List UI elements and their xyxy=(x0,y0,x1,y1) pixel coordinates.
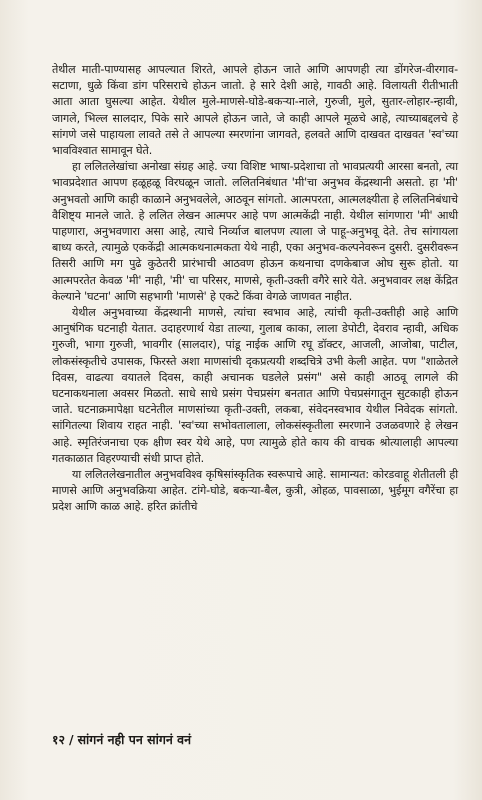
paragraph-4: या ललितलेखनातील अनुभवविश्व कृषिसांस्कृतिक स्वरूपाचे आहे. सामान्यत: कोरडवाहू शेतीतली ही माणसे आणि अनुभवक्रिया आहेत. टांगे-घोडे, बकऱ्या-बैल, कुत्री, ओहळ, पावसाळा, भुईमूग वगैरेंचा हा प्रदेश आणि काळ आहे. हरित क्रांतीचे xyxy=(52,468,458,514)
paragraph-3: येथील अनुभवाच्या केंद्रस्थानी माणसे, त्यांचा स्वभाव आहे, त्यांची कृती-उक्तीही आहे आणि आनुषंगिक घटनाही येतात. उदाहरणार्थ येडा ताल्या, गुलाब काका, लाला डेपोटी, देवराव न्हावी, अधिक गुरुजी, भागा गुरुजी, भावगीर (सालदार), पांडू नाईक आणि रघू डॉक्टर, आजली, आजोबा, पाटील, लोकसंस्कृतीचे उपासक, फिरस्ते अशा माणसांची दृकप्रत्ययी शब्दचित्रे उभी केली आहेत. पण "शाळेतले दिवस, वाढत्या वयातले दिवस, काही अचानक घडलेले प्रसंग" असे काही आठवू लागले की घटनाकथनाला अवसर मिळतो. साधे साधे प्रसंग पेचप्रसंग बनतात आणि पेचप्रसंगातून सुटकाही होऊन जाते. घटनाक्रमापेक्षा घटनेतील माणसांच्या कृती-उक्ती, लकबा, संवेदनस्वभाव येथील निवेदक सांगतो. सांगितल्या शिवाय राहत नाही. 'स्व'च्या सभोवतालाला, लोकसंस्कृतीला स्मरणाने उजळवणारे हे लेखन आहे. स्मृतिरंजनाचा एक क्षीण स्वर येथे आहे, पण त्यामुळे होते काय की वाचक श्रोत्यालाही आपल्या गतकाळात विहरण्याची संधी प्राप्त होते. xyxy=(52,306,458,465)
footer-separator: / xyxy=(69,732,74,747)
page-number: १२ xyxy=(52,732,66,747)
paragraph-2: हा ललितलेखांचा अनोखा संग्रह आहे. ज्या विशिष्ट भाषा-प्रदेशाचा तो भावप्रत्ययी आरसा बनतो, त्या भावप्रदेशात आपण हळूहळू विरघळून जातो. ललितनिबंधात 'मी'चा अनुभव केंद्रस्थानी असतो. हा 'मी' अनुभवतो आणि काही काळाने अनुभवलेले, आठवून सांगतो. आत्मपरता, आत्मलक्ष्यीता हे ललितनिबंधाचे वैशिष्ट्य मानले जाते. हे ललित लेखन आत्मपर आहे पण आत्मकेंद्री नाही. येथील सांगणारा 'मी' आधी पाहणारा, अनुभवणारा असा आहे, त्याचे निर्व्याज बालपण त्याला जे पाहू-अनुभवू देते. तेच सांगायला बाध्य करते, त्यामुळे एककेंद्री आत्मकथनात्मकता येथे नाही, एका अनुभव-कल्पनेवरून दुसरी. दुसरीवरून तिसरी आणि मग पुढे कुठेतरी प्रारंभाची आठवण होऊन कथनाचा दणकेबाज ओघ सुरू होतो. या आत्मपरतेत केवळ 'मी' नाही, 'मी' चा परिसर, माणसे, कृती-उक्ती वगैरे सारे येते. अनुभवावर लक्ष केंद्रित केल्याने 'घटना' आणि सहभागी 'माणसे' हे एकटे किंवा वेगळे जाणवत नाहीत. xyxy=(52,160,458,303)
paragraph-1: तेथील माती-पाण्यासह आपल्यात शिरते, आपले होऊन जाते आणि आपणही त्या डोंगरेज-वीरगाव-सटाणा, धुळे किंवा डांग परिसराचे होऊन जातो. हे सारे देशी आहे, गावठी आहे. विलायती रीतीभाती आता आता घुसल्या आहेत. येथील मुले-माणसे-घोडे-बकऱ्या-नाले, गुरुजी, मुले, सुतार-लोहार-न्हावी, जागले, भिल्ल सालदार, पिके सारे आपले होऊन जाते, जे काही आपले मूळचे आहे, त्याच्याबद्दलचे हे सांगणे जसे पाहायला लावते तसे ते आपल्या स्मरणांना जागवते, हलवते आणि दाखवत दाखवत 'स्व'च्या भावविश्वात सामावून घेते. xyxy=(52,63,458,158)
body-text xyxy=(52,62,458,516)
book-title: सांगनं नही पन सांगनं वनं xyxy=(77,732,192,747)
page-footer xyxy=(52,731,191,748)
